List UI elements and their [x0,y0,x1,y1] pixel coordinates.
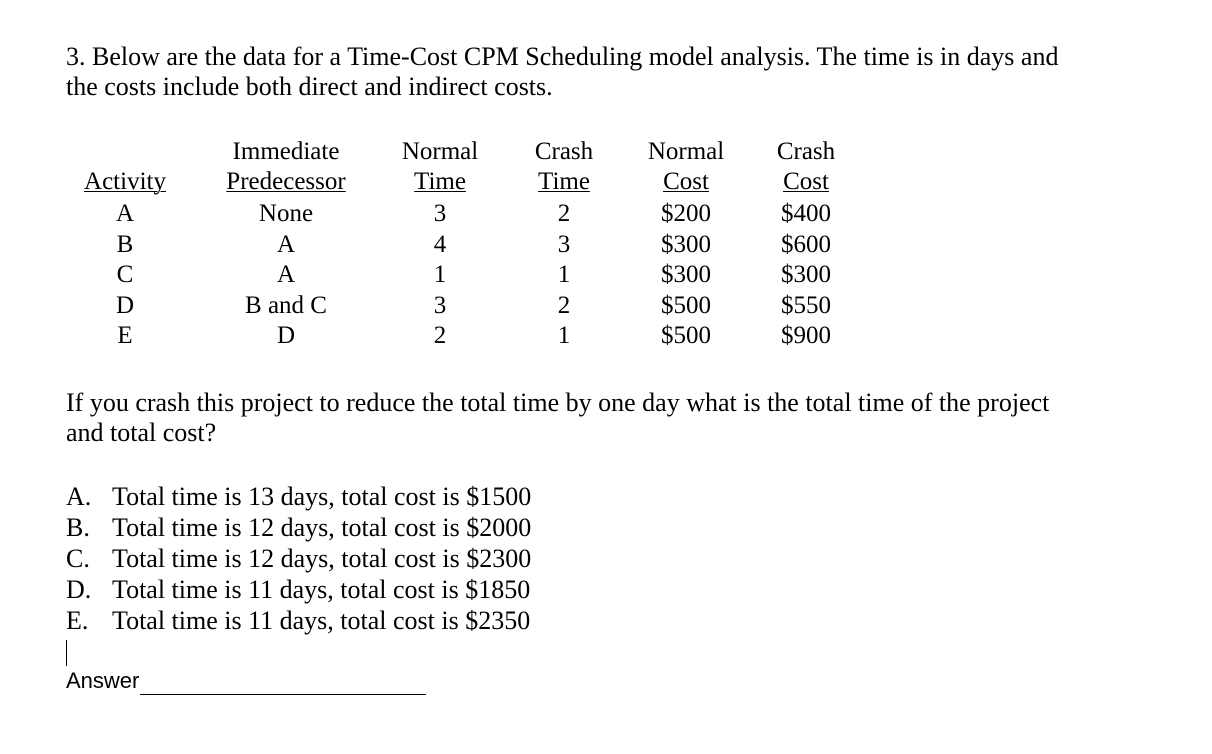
option-text: Total time is 11 days, total cost is $1850 [112,575,531,604]
row-d-normal-time: 3 [433,292,447,319]
row-d-crash-cost: $550 [781,292,831,319]
header-normal-cost-line2: Cost [663,168,709,195]
row-b-normal-time: 4 [433,231,447,258]
intro-line-1: 3. Below are the data for a Time-Cost CPM Scheduling model analysis. The time is in days and [66,42,1059,71]
header-crash-time-line1: Crash [534,138,594,165]
answer-label: Answer [66,668,140,693]
option-d [66,574,531,605]
option-letter: C. [66,544,90,573]
option-text: Total time is 12 days, total cost is $2300 [112,544,532,573]
row-d-predecessor: B and C [245,292,327,319]
row-b-predecessor: A [276,231,296,258]
row-a-crash-time: 2 [557,200,571,227]
intro-line-2: the costs include both direct and indirect costs. [66,72,553,101]
intro-paragraph [66,42,1176,102]
question-line-2: and total cost? [66,418,217,447]
option-letter: D. [66,575,92,604]
header-crash-cost-line1: Crash [776,138,836,165]
row-a-activity: A [115,200,135,227]
row-e-normal-cost: $500 [661,322,711,349]
row-e-crash-cost: $900 [781,322,831,349]
row-c-crash-time: 1 [557,261,571,288]
row-d-crash-time: 2 [557,292,571,319]
row-c-activity: C [116,261,134,288]
option-letter: A. [66,482,92,511]
row-b-crash-cost: $600 [781,231,831,258]
option-e [66,605,531,636]
header-normal-cost-line1: Normal [647,138,725,165]
row-b-crash-time: 3 [557,231,571,258]
row-c-normal-time: 1 [433,261,447,288]
header-predecessor-line1: Immediate [232,138,340,165]
header-crash-cost-line2: Cost [783,168,829,195]
answer-options-list [66,481,531,636]
question-paragraph [66,388,1176,448]
row-c-predecessor: A [276,261,296,288]
row-c-crash-cost: $300 [781,261,831,288]
option-a [66,481,531,512]
text-cursor [66,640,67,666]
header-activity: Activity [84,168,166,195]
header-predecessor-line2: Predecessor [226,168,346,195]
option-text: Total time is 13 days, total cost is $1500 [112,482,532,511]
row-b-activity: B [116,231,134,258]
option-text: Total time is 11 days, total cost is $2350 [112,606,531,635]
header-normal-time-line1: Normal [401,138,479,165]
row-c-normal-cost: $300 [661,261,711,288]
option-b [66,512,531,543]
answer-blank-line[interactable] [140,672,426,695]
row-d-activity: D [115,292,135,319]
header-normal-time-line2: Time [414,168,466,195]
row-a-normal-time: 3 [433,200,447,227]
row-d-normal-cost: $500 [661,292,711,319]
row-e-predecessor: D [276,322,296,349]
option-letter: B. [66,513,90,542]
row-a-normal-cost: $200 [661,200,711,227]
question-line-1: If you crash this project to reduce the total time by one day what is the total time of the project [66,388,1050,417]
option-letter: E. [66,606,89,635]
row-e-crash-time: 1 [557,322,571,349]
row-b-normal-cost: $300 [661,231,711,258]
header-crash-time-line2: Time [538,168,590,195]
row-a-predecessor: None [258,200,314,227]
row-e-normal-time: 2 [433,322,447,349]
row-e-activity: E [117,322,133,349]
row-a-crash-cost: $400 [781,200,831,227]
option-text: Total time is 12 days, total cost is $2000 [112,513,532,542]
option-c [66,543,531,574]
answer-field[interactable] [66,667,426,695]
